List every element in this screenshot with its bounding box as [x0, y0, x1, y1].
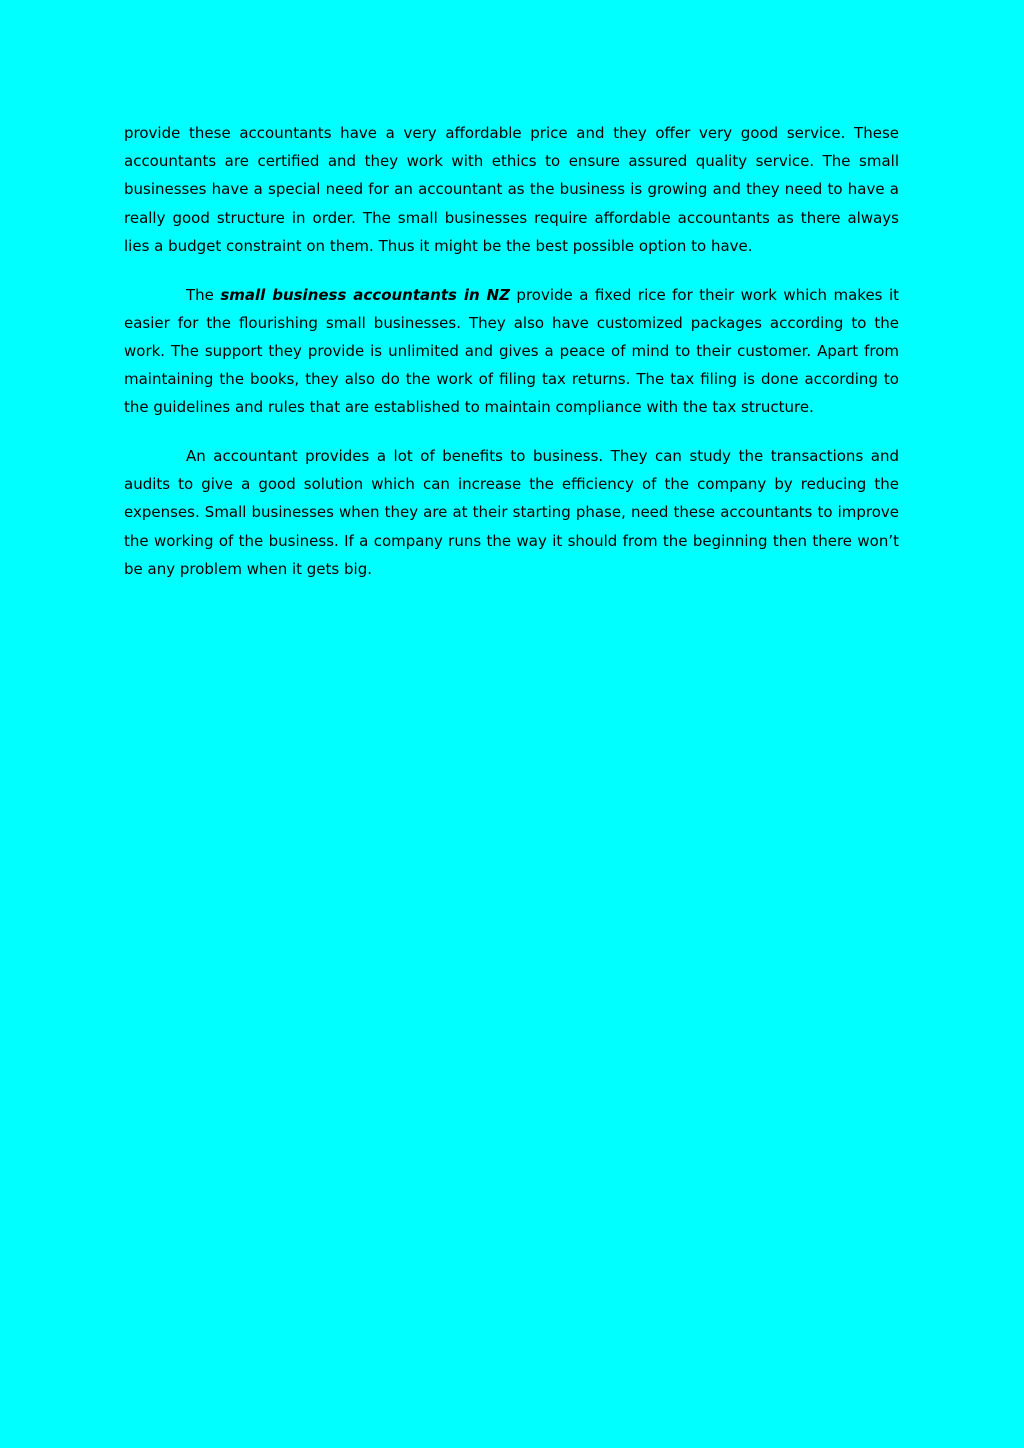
emphasized-keyword: small business accountants in NZ — [220, 285, 510, 304]
paragraph-2-suffix: provide a fixed rice for their work which makes it easier for the flourishing small businesses. They also have customized packages according to the work. The support they provide is unlimited and gives a peace of mind to their customer. Apart from maintaining the books, they also do the work of filing tax returns. The tax filing is done according to the guidelines and rules that are established to maintain compliance with the tax structure. — [124, 285, 899, 417]
document-body — [124, 119, 899, 604]
paragraph-small-business-accountants — [124, 281, 899, 422]
paragraph-2-prefix: The — [186, 285, 221, 304]
paragraph-accountant-benefits: An accountant provides a lot of benefits to business. They can study the transactions and audits to give a good solution which can increase the efficiency of the company by reducing the expenses. Small businesses when they are at their starting phase, need these accountants to improve the working of the business. If a company runs the way it should from the beginning then there won’t be any problem when it gets big. — [124, 447, 899, 578]
paragraph-affordable-accountants: provide these accountants have a very affordable price and they offer very good service. These accountants are certified and they work with ethics to ensure assured quality service. The small businesses have a special need for an accountant as the business is growing and they need to have a really good structure in order. The small businesses require affordable accountants as there always lies a budget constraint on them. Thus it might be the best possible option to have. — [124, 124, 899, 255]
